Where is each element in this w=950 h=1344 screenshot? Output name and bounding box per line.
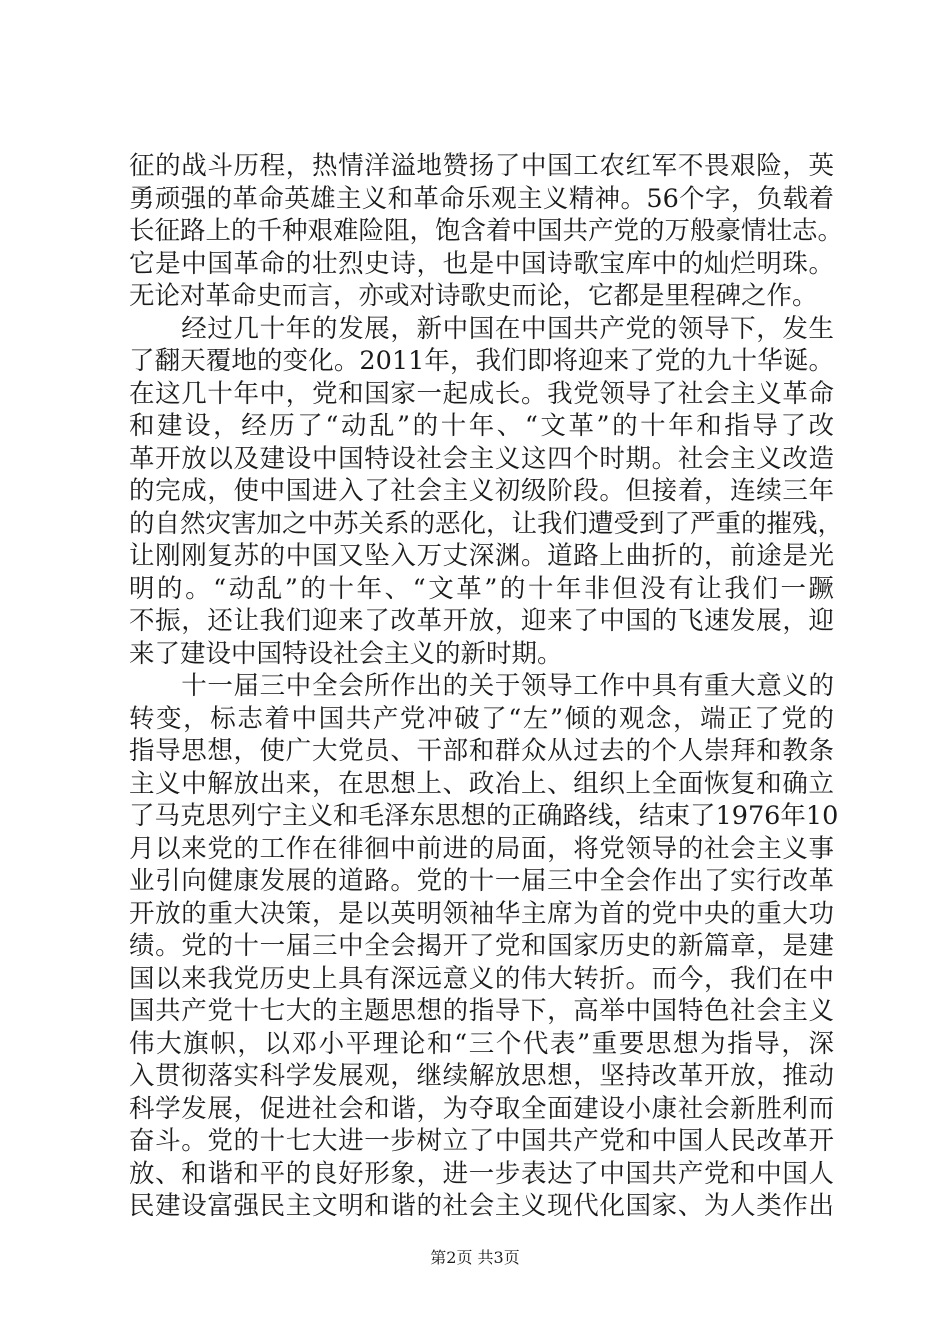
text-line: 民建设富强民主文明和谐的社会主义现代化国家、为人类作出 [129, 1191, 834, 1221]
page-footer: 第2页 共3页 [430, 1248, 520, 1267]
text-line: 放、和谐和平的良好形象，进一步表达了中国共产党和中国人 [129, 1158, 834, 1189]
text-line: 转变，标志着中国共产党冲破了“左”倾的观念，端正了党的 [129, 703, 834, 734]
text-line: 长征路上的千种艰难险阻，饱含着中国共产党的万般豪情壮志。 [129, 216, 844, 246]
text-line: 伟大旗帜，以邓小平理论和“三个代表”重要思想为指导，深 [129, 1028, 834, 1059]
text-line: 不振，还让我们迎来了改革开放，迎来了中国的飞速发展，迎 [129, 606, 834, 636]
text-line: 征的战斗历程，热情洋溢地赞扬了中国工农红军不畏艰险，英 [129, 151, 834, 181]
text-line: 主义中解放出来，在思想上、政冶上、组织上全面恢复和确立 [129, 768, 834, 799]
text-line: 国共产党十七大的主题思想的指导下，高举中国特色社会主义 [129, 996, 834, 1026]
text-line: 开放的重大决策，是以英明领袖华主席为首的党中央的重大功 [129, 898, 834, 929]
text-line: 革开放以及建设中国特设社会主义这四个时期。社会主义改造 [129, 443, 834, 474]
text-line: 来了建设中国特设社会主义的新时期。 [129, 638, 563, 669]
text-line: 勇顽强的革命英雄主义和革命乐观主义精神。56个字，负载着 [129, 183, 834, 214]
text-line: 经过几十年的发展，新中国在中国共产党的领导下，发生 [129, 313, 834, 344]
text-line: 无论对革命史而言，亦或对诗歌史而论，它都是里程碑之作。 [129, 281, 818, 311]
text-line: 绩。党的十一届三中全会揭开了党和国家历史的新篇章，是建 [129, 931, 834, 961]
text-line: 月以来党的工作在徘徊中前进的局面，将党领导的社会主义事 [129, 833, 834, 864]
text-line: 的完成，使中国进入了社会主义初级阶段。但接着，连续三年 [129, 476, 834, 506]
text-line: 科学发展，促进社会和谐，为夺取全面建设小康社会新胜利而 [129, 1093, 834, 1124]
text-line: 了马克思列宁主义和毛泽东思想的正确路线，结束了1976年10 [129, 801, 839, 831]
text-line: 的自然灾害加之中苏关系的恶化，让我们遭受到了严重的摧残， [129, 508, 844, 539]
text-line: 明的。“动乱”的十年、“文革”的十年非但没有让我们一蹶 [129, 573, 834, 604]
text-line: 十一届三中全会所作出的关于领导工作中具有重大意义的 [129, 671, 834, 701]
text-line: 奋斗。党的十七大进一步树立了中国共产党和中国人民改革开 [129, 1126, 834, 1156]
text-line: 在这几十年中，党和国家一起成长。我党领导了社会主义革命 [129, 378, 834, 409]
text-line: 它是中国革命的壮烈史诗，也是中国诗歌宝库中的灿烂明珠。 [129, 248, 834, 279]
text-line: 国以来我党历史上具有深远意义的伟大转折。而今，我们在中 [129, 963, 834, 994]
text-line: 和建设，经历了“动乱”的十年、“文革”的十年和指导了改 [129, 411, 834, 441]
text-line: 指导思想，使广大党员、干部和群众从过去的个人崇拜和教条 [129, 736, 834, 766]
body-text [129, 150, 844, 1223]
text-line: 入贯彻落实科学发展观，继续解放思想，坚持改革开放，推动 [129, 1061, 834, 1091]
text-line: 了翻天覆地的变化。2011年，我们即将迎来了党的九十华诞。 [129, 346, 834, 376]
text-line: 业引向健康发展的道路。党的十一届三中全会作出了实行改革 [129, 866, 834, 896]
text-line: 让刚刚复苏的中国又坠入万丈深渊。道路上曲折的，前途是光 [129, 541, 834, 571]
